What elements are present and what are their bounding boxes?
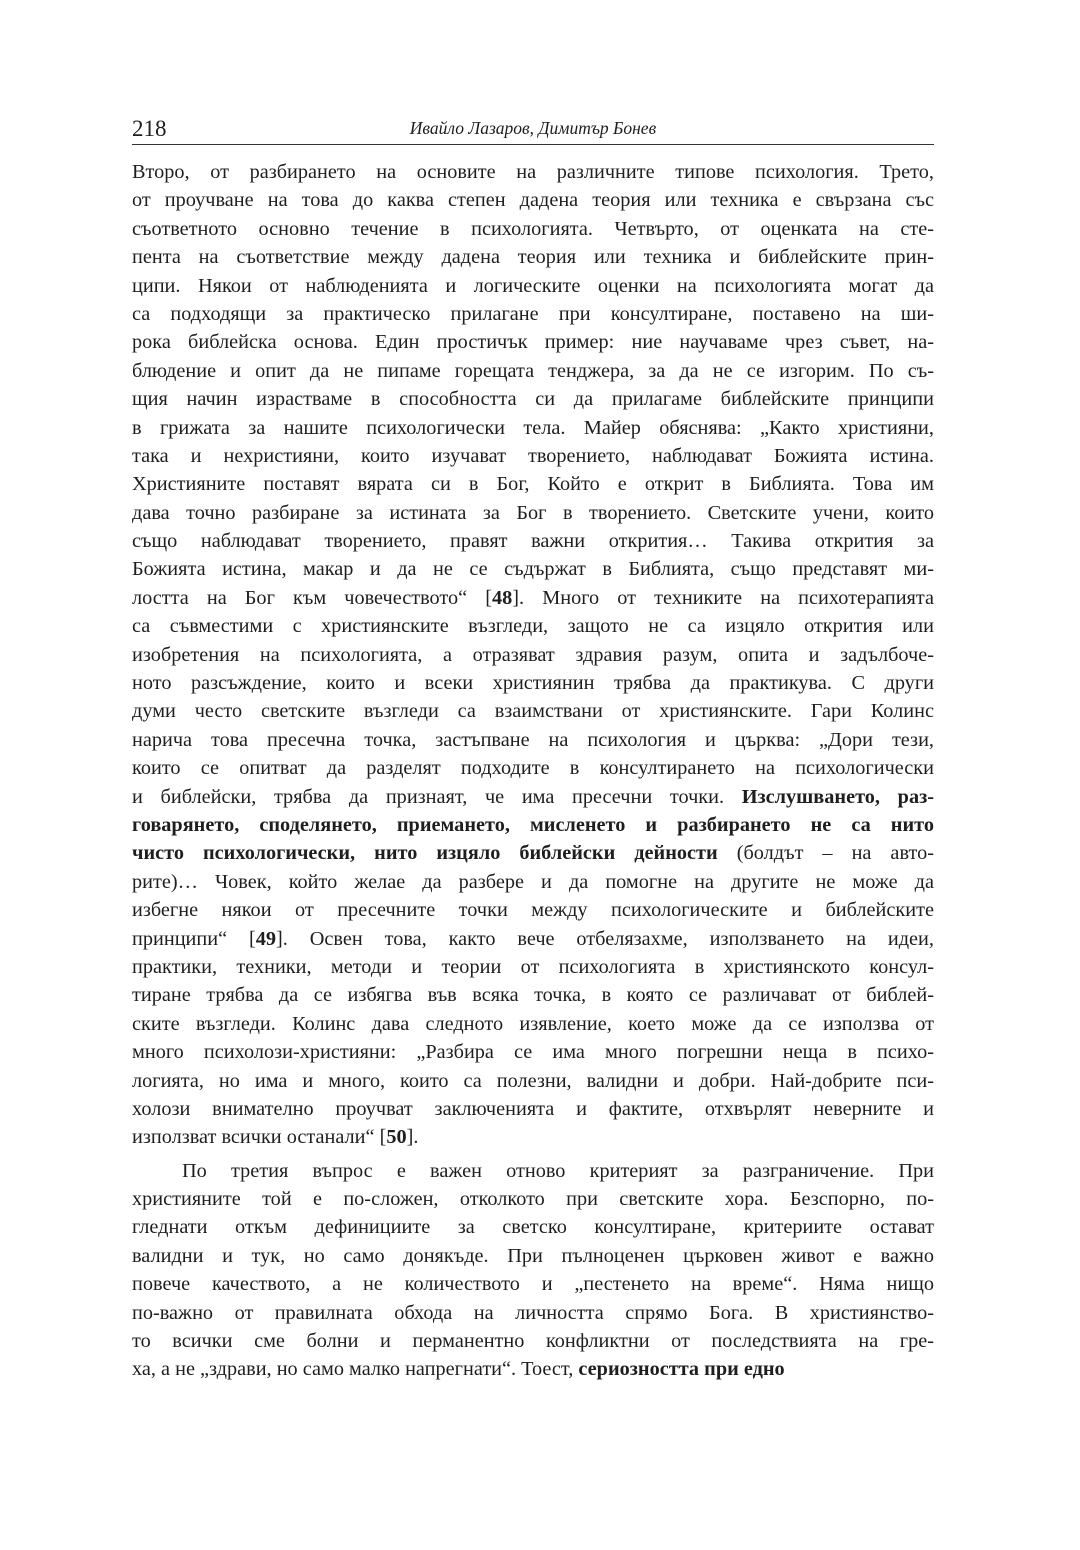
text-line — [132, 1010, 934, 1038]
text-line — [132, 555, 934, 583]
bold-text: говарянето, споделянето, приемането, мисленето и разбирането не са нито — [132, 813, 934, 836]
text-line — [132, 811, 934, 839]
text-run: в грижата за нашите психологически тела. Майер обяснява: „Както християни, — [132, 416, 934, 439]
text-line — [132, 612, 934, 640]
text-line — [132, 1157, 934, 1185]
text-run: от проучване на това до каква степен дадена теория или техника е свързана със — [132, 189, 934, 212]
text-line — [132, 1067, 934, 1095]
text-run: Божията истина, макар и да не се съдържат в Библията, също представят ми- — [132, 558, 934, 581]
text-run: изобретения на психологията, а отразяват здравия разум, опита и задълбоче- — [132, 643, 934, 666]
text-line — [132, 669, 934, 697]
text-run: ]. Освен това, както вече отбелязахме, използването на идеи, — [276, 927, 934, 950]
text-line — [132, 1123, 934, 1151]
text-run: тиране трябва да се избягва във всяка точка, в която се различават от библей- — [132, 984, 934, 1007]
text-line — [132, 300, 934, 328]
page-header — [132, 112, 934, 145]
bold-text: сериозността при едно — [578, 1358, 785, 1381]
text-run: щия начин израстваме в способността си да прилагаме библейските принципи — [132, 388, 934, 411]
text-line — [132, 328, 934, 356]
text-line — [132, 1095, 934, 1123]
text-line — [132, 527, 934, 555]
text-run: блюдение и опит да не пипаме горещата тенджера, за да не се изгорим. По съ- — [132, 359, 934, 382]
text-run: са подходящи за практическо прилагане при консултиране, поставено на ши- — [132, 302, 934, 325]
text-line — [132, 726, 934, 754]
text-line — [132, 1355, 934, 1383]
text-run: рите)… Човек, който желае да разбере и да помогне на другите не може да — [132, 870, 934, 893]
text-line — [132, 499, 934, 527]
text-line — [132, 1038, 934, 1066]
paragraph — [132, 158, 934, 1152]
running-head: Ивайло Лазаров, Димитър Бонев — [409, 118, 657, 138]
text-run: ските възгледи. Колинс дава следното изявление, което може да се използва от — [132, 1012, 934, 1035]
text-run: ]. — [406, 1126, 419, 1149]
text-line — [132, 442, 934, 470]
text-run: практики, техники, методи и теории от психологията в християнското консул- — [132, 955, 934, 978]
text-run: така и нехристияни, които изучават творението, наблюдават Божията истина. — [132, 444, 934, 467]
text-line — [132, 158, 934, 186]
text-run: рока библейска основа. Един простичък пример: ние научаваме чрез съвет, на- — [132, 331, 934, 354]
text-run: използват всички останали“ [ — [132, 1126, 387, 1149]
text-run: дава точно разбиране за истината за Бог в творението. Светските учени, които — [132, 501, 934, 524]
text-line — [132, 357, 934, 385]
text-line — [132, 272, 934, 300]
text-line — [132, 641, 934, 669]
paragraph — [132, 1157, 934, 1384]
bold-text: Изслушването, раз- — [741, 785, 934, 808]
text-line — [132, 1327, 934, 1355]
text-line — [132, 868, 934, 896]
text-run: повече качеството, а не количеството и „пестенето на време“. Няма нищо — [132, 1273, 934, 1296]
text-line — [132, 470, 934, 498]
bold-text: чисто психологически, нито изцяло библейски дейности — [132, 842, 718, 865]
text-run: Второ, от разбирането на основите на различните типове психология. Трето, — [132, 161, 934, 183]
text-run: по-важно от правилната обхода на личността спрямо Бога. В християнство- — [132, 1301, 934, 1324]
text-line — [132, 925, 934, 953]
text-line — [132, 896, 934, 924]
page-number: 218 — [132, 116, 167, 141]
text-run: ха, а не „здрави, но само малко напрегнати“. Тоест, — [132, 1358, 579, 1381]
text-run: християните той е по-сложен, отколкото при светските хора. Безспорно, по- — [132, 1188, 934, 1211]
bold-text: 50 — [386, 1126, 407, 1149]
text-run: думи често светските възгледи са взаимствани от християнските. Гари Колинс — [132, 700, 934, 723]
text-run: логията, но има и много, които са полезни, валидни и добри. Най-добрите пси- — [132, 1069, 934, 1092]
text-run: съответното основно течение в психологията. Четвърто, от оценката на сте- — [132, 217, 934, 240]
text-line — [132, 584, 934, 612]
text-run: нарича това пресечна точка, застъпване на психология и църква: „Дори тези, — [132, 728, 934, 751]
text-run: пента на съответствие между дадена теория или техника и библейските прин- — [132, 246, 934, 269]
text-line — [132, 215, 934, 243]
bold-text: 48 — [492, 586, 513, 609]
text-line — [132, 1270, 934, 1298]
text-line — [132, 1242, 934, 1270]
text-line — [132, 243, 934, 271]
text-line — [132, 839, 934, 867]
text-line — [132, 1185, 934, 1213]
text-run: Християните поставят вярата си в Бог, Който е открит в Библията. Това им — [132, 473, 934, 496]
text-run: избегне някои от пресечните точки между психологическите и библейските — [132, 899, 934, 922]
text-run: (болдът – на авто- — [717, 842, 934, 865]
text-run: валидни и тук, но само донякъде. При пълноценен църковен живот е важно — [132, 1244, 934, 1267]
bold-text: 49 — [255, 927, 277, 950]
text-run: ципи. Някои от наблюденията и логическите оценки на психологията могат да — [132, 274, 934, 297]
text-run: също наблюдават творението, правят важни открития… Такива открития за — [132, 530, 934, 553]
text-run: които се опитват да разделят подходите в консултирането на психологически — [132, 757, 934, 780]
text-run: са съвместими с християнските възгледи, защото не са изцяло открития или — [132, 615, 934, 638]
text-line — [132, 414, 934, 442]
text-run: много психолози-християни: „Разбира се има много погрешни неща в психо- — [132, 1041, 934, 1064]
text-line — [132, 953, 934, 981]
text-line — [132, 186, 934, 214]
text-run: и библейски, трябва да признаят, че има пресечни точки. — [132, 785, 742, 808]
text-run: гледнати откъм дефинициите за светско консултиране, критериите остават — [132, 1216, 934, 1239]
text-line — [132, 1299, 934, 1327]
text-run: принципи“ [ — [132, 927, 256, 950]
text-line — [132, 697, 934, 725]
body-text — [132, 158, 934, 1384]
text-line — [132, 1213, 934, 1241]
text-line — [132, 981, 934, 1009]
text-run: холози внимателно проучват заключенията и фактите, отхвърлят неверните и — [132, 1097, 934, 1120]
text-line — [132, 385, 934, 413]
text-run: По третия въпрос е важен отново критерият за разграничение. При — [182, 1159, 934, 1182]
text-run: то всички сме болни и перманентно конфликтни от последствията на гре- — [132, 1330, 934, 1353]
text-line — [132, 783, 934, 811]
text-run: ното разсъждение, които и всеки християнин трябва да практикува. С други — [132, 672, 934, 695]
text-run: лостта на Бог към човечеството“ [ — [132, 586, 493, 609]
text-line — [132, 754, 934, 782]
text-run: ]. Много от техниките на психотерапията — [512, 586, 935, 609]
